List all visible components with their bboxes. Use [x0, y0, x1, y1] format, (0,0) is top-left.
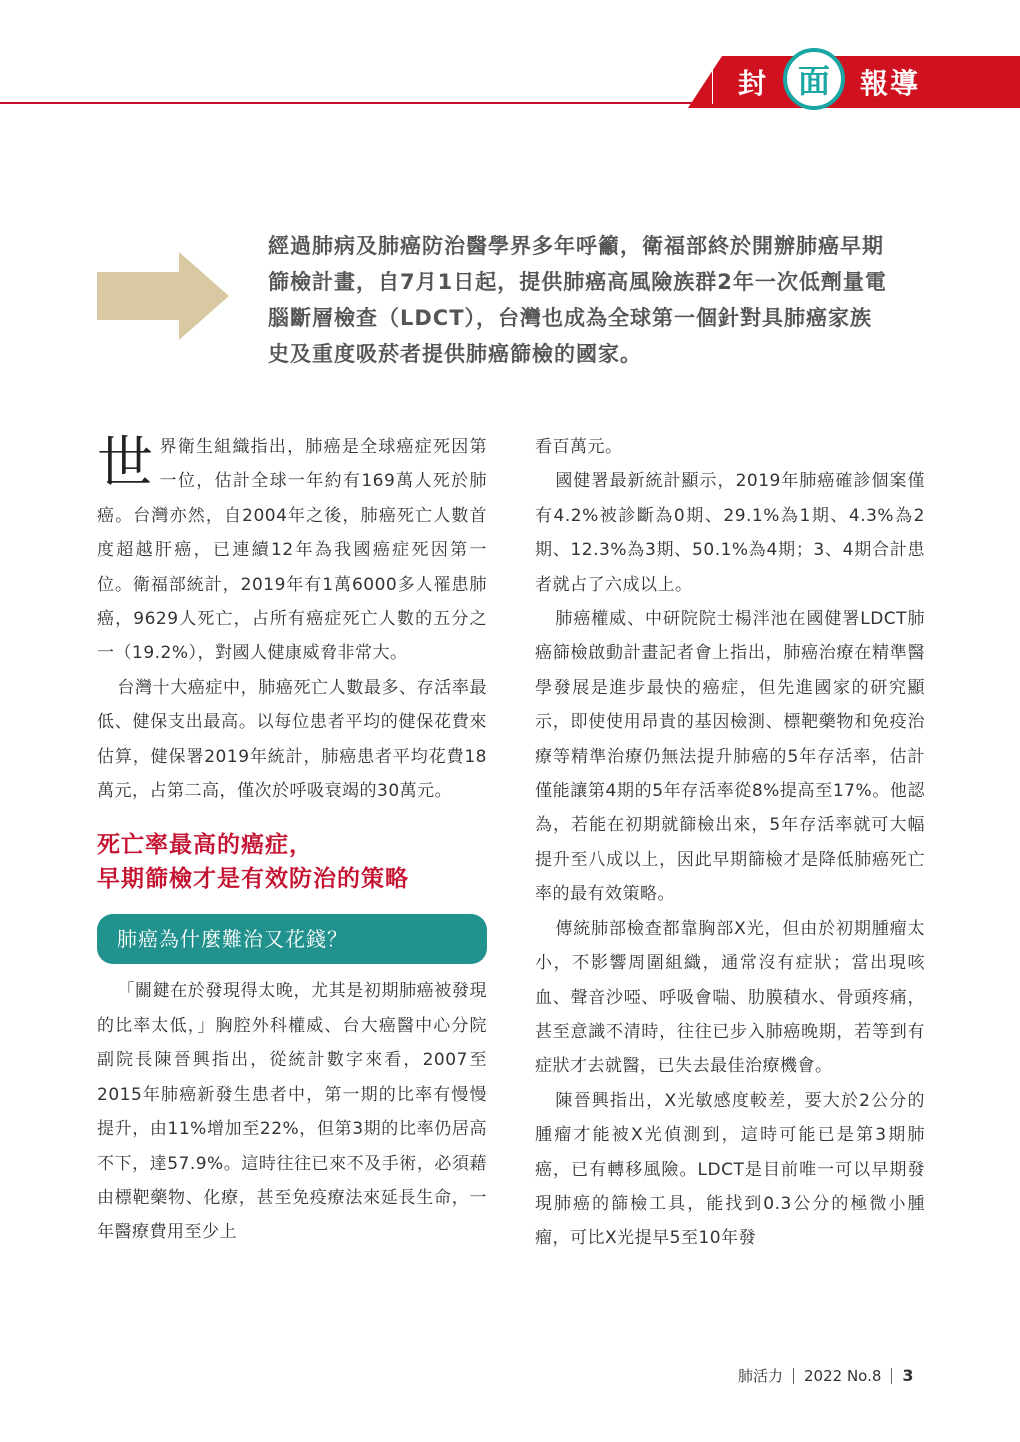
- section-title-line-1: 死亡率最高的癌症，: [97, 832, 313, 859]
- paragraph-1-text: 界衛生組織指出，肺癌是全球癌症死因第一位，估計全球一年約有169萬人死於肺癌。台灣亦然，自2004年之後，肺癌死亡人數首度超越肝癌，已連續12年為我國癌症死因第一位。衛福部統計，2019年有1萬6000多人罹患肺癌，9629人死亡，占所有癌症死亡人數的五分之一（19.2%），對國人健康威脅非常大。: [97, 437, 487, 664]
- section-title: [97, 828, 487, 896]
- right-arrow-icon: [97, 252, 229, 340]
- paragraph-3: 「關鍵在於發現得太晚，尤其是初期肺癌被發現的比率太低，」胸腔外科權威、台大癌醫中心分院副院長陳晉興指出，從統計數字來看，2007至2015年肺癌新發生患者中，第一期的比率有慢慢提升，由11%增加至22%，但第3期的比率仍居高不下，達57.9%。這時往往已來不及手術，必須藉由標靶藥物、化療，甚至免疫療法來延長生命，一年醫療費用至少上: [97, 981, 487, 1243]
- issue-number: 2022 No.8: [804, 1366, 882, 1385]
- intro-lead: 經過肺病及肺癌防治醫學界多年呼籲，衛福部終於開辦肺癌早期篩檢計畫，自7月1日起，提供肺癌高風險族群2年一次低劑量電腦斷層檢查（LDCT），台灣也成為全球第一個針對具肺癌家族史及重度吸菸者提供肺癌篩檢的國家。: [268, 234, 887, 366]
- section-title-line-2: 早期篩檢才是有效防治的策略: [97, 866, 409, 893]
- article-right-column: [535, 430, 925, 1256]
- paragraph-6: 傳統肺部檢查都靠胸部X光，但由於初期腫瘤太小，不影響周圍組織，通常沒有症狀；當出現咳血、聲音沙啞、呼吸會喘、肋膜積水、骨頭疼痛，甚至意識不清時，往往已步入肺癌晚期，若等到有症狀才去就醫，已失去最佳治療機會。: [535, 918, 925, 1077]
- section-label-char-3: 報導: [860, 67, 921, 100]
- paragraph-7: 陳晉興指出，X光敏感度較差，要大於2公分的腫瘤才能被X光偵測到，這時可能已是第3期肺癌，已有轉移風險。LDCT是目前唯一可以早期發現肺癌的篩檢工具，能找到0.3公分的極微小腫瘤，可比X光提早5至10年發: [535, 1090, 925, 1249]
- page-number: 3: [902, 1366, 914, 1385]
- section-label-char-2: 面: [797, 62, 830, 100]
- header-rule: [0, 102, 700, 104]
- page-footer: [738, 1365, 914, 1386]
- paragraph-5: 肺癌權威、中研院院士楊泮池在國健署LDCT肺癌篩檢啟動計畫記者會上指出，肺癌治療在精準醫學發展是進步最快的癌症，但先進國家的研究顯示，即使使用昂貴的基因檢測、標靶藥物和免疫治療等精準治療仍無法提升肺癌的5年存活率，估計僅能讓第4期的5年存活率從8%提高至17%。他認為，若能在初期就篩檢出來，5年存活率就可大幅提升至八成以上，因此早期篩檢才是降低肺癌死亡率的最有效策略。: [535, 609, 925, 905]
- footer-divider-2: [891, 1368, 892, 1384]
- paragraph-continued: 看百萬元。: [535, 437, 623, 457]
- drop-cap: 世: [97, 431, 154, 496]
- paragraph-4: 國健署最新統計顯示，2019年肺癌確診個案僅有4.2%被診斷為0期、29.1%為1期、4.3%為2期、12.3%為3期、50.1%為4期；3、4期合計患者就占了六成以上。: [535, 471, 925, 595]
- footer-divider-1: [793, 1368, 794, 1384]
- subsection-heading: 肺癌為什麼難治又花錢？: [97, 914, 487, 964]
- section-label-char-1: 封: [738, 67, 769, 100]
- article-left-column: [97, 430, 487, 1250]
- paragraph-2: 台灣十大癌症中，肺癌死亡人數最多、存活率最低、健保支出最高。以每位患者平均的健保花費來估算，健保署2019年統計，肺癌患者平均花費18萬元，占第二高，僅次於呼吸衰竭的30萬元。: [97, 677, 487, 802]
- magazine-name: 肺活力: [738, 1367, 784, 1385]
- section-label-circle: [783, 48, 845, 110]
- paragraph-1: [97, 430, 487, 671]
